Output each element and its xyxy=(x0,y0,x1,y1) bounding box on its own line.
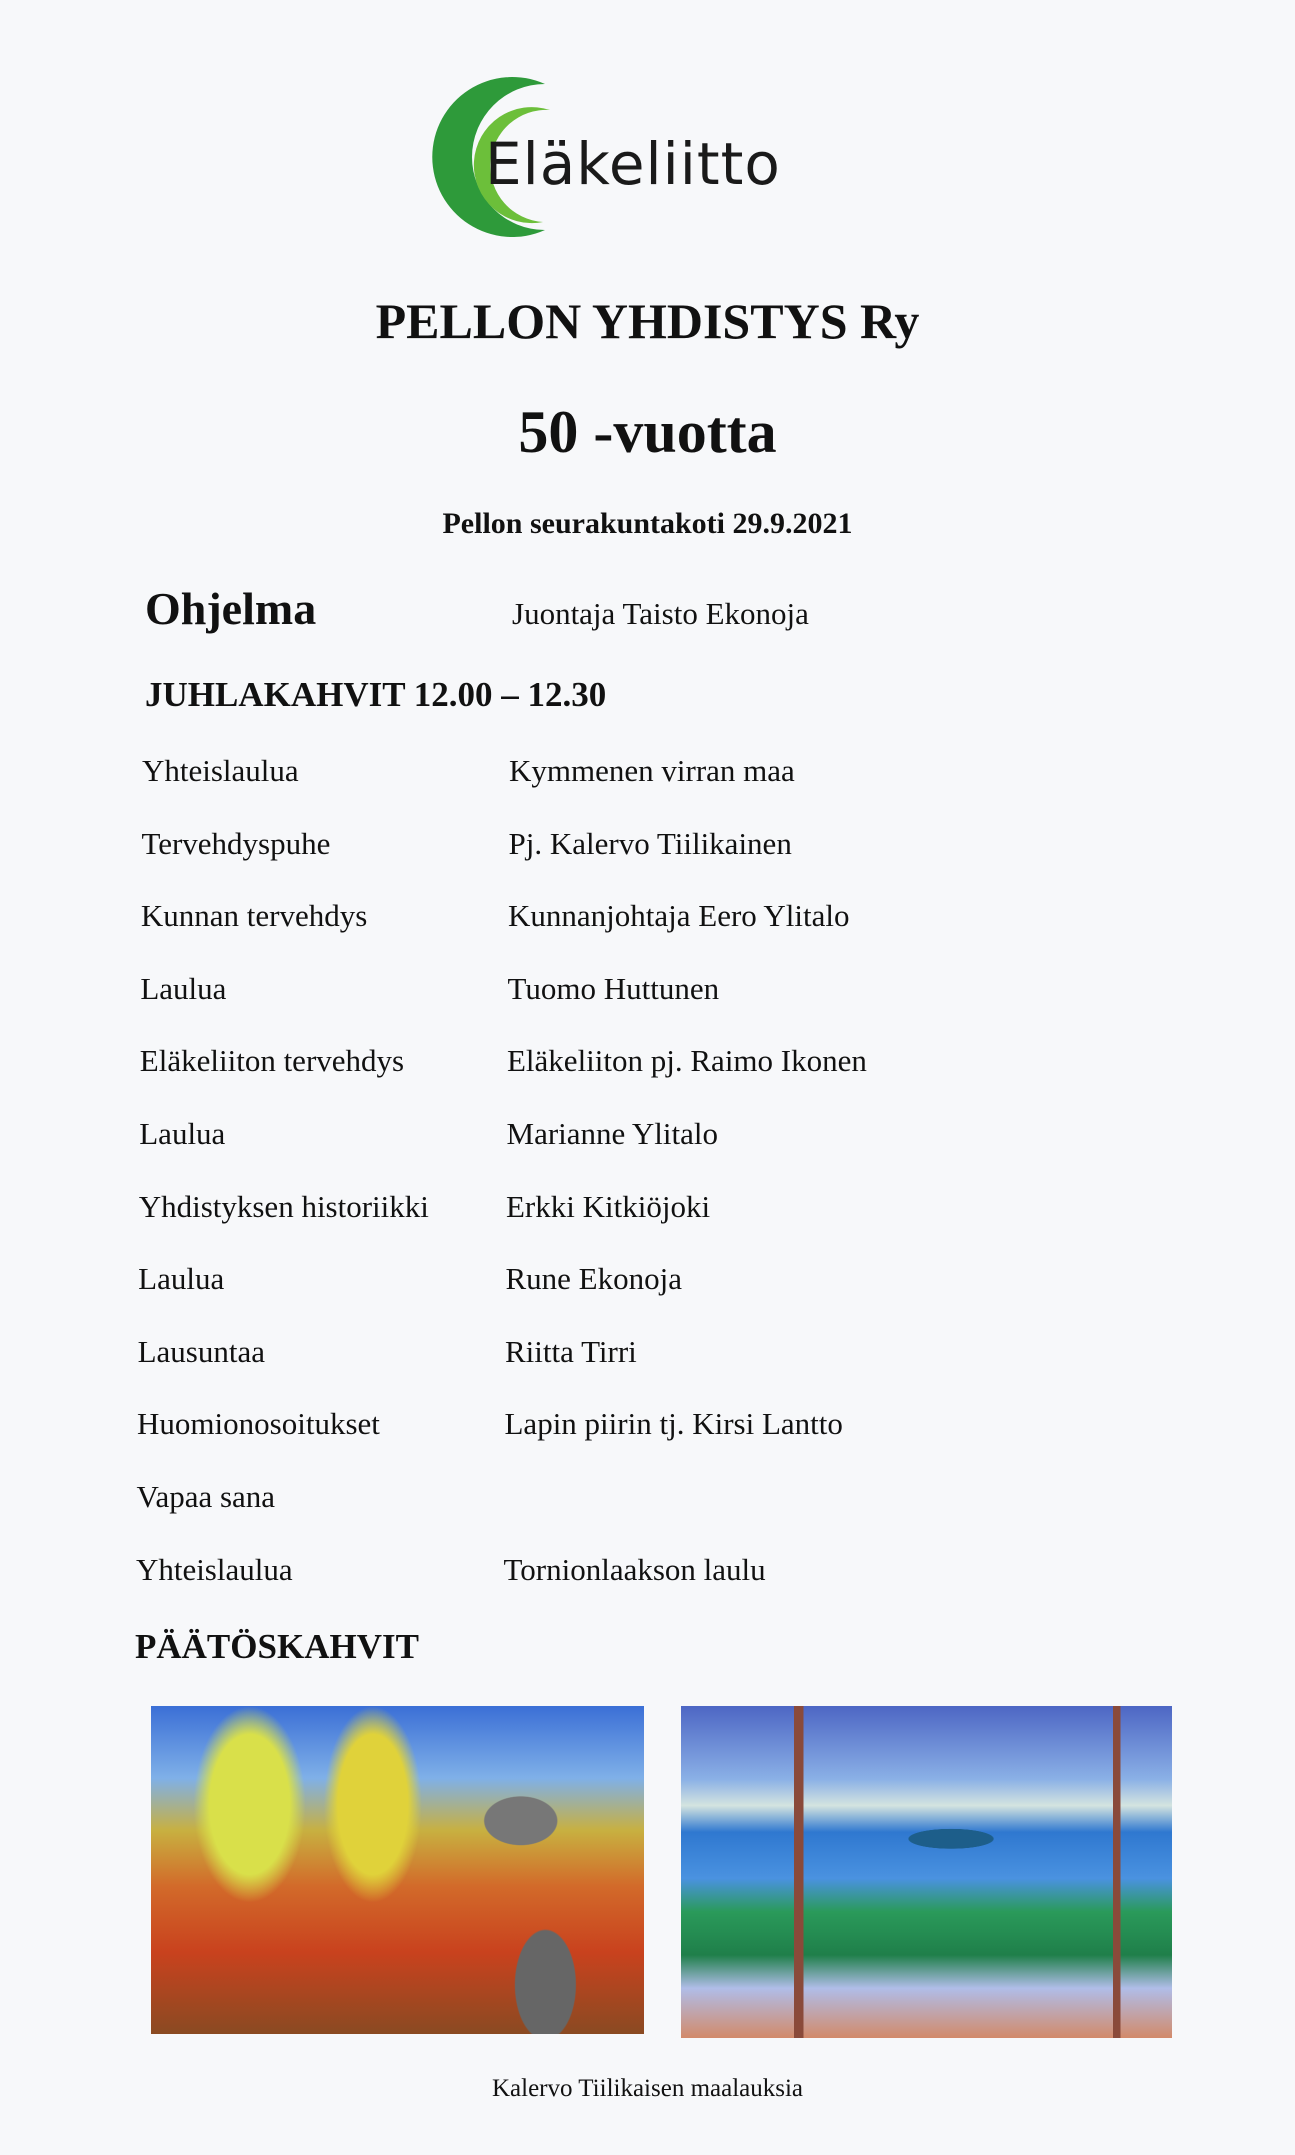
program-item xyxy=(0,898,1295,942)
program-heading: Ohjelma xyxy=(145,583,317,634)
program-item xyxy=(0,1406,1295,1450)
program-item-performer: Kymmenen virran maa xyxy=(509,753,795,788)
program-item-title: Yhteislaulua xyxy=(142,753,299,788)
page-title: PELLON YHDISTYS Ry xyxy=(375,293,920,349)
program-item xyxy=(0,1116,1295,1160)
program-item xyxy=(0,1043,1295,1087)
program-item-title: Lausuntaa xyxy=(137,1333,265,1369)
program-item-performer: Tuomo Huttunen xyxy=(507,970,720,1006)
program-item-title: Kunnan tervehdys xyxy=(140,898,368,934)
paintings-caption: Kalervo Tiilikaisen maalauksia xyxy=(491,2075,804,2102)
program-item-title: Tervehdyspuhe xyxy=(141,825,331,861)
program-item-title: Laulua xyxy=(139,1116,226,1151)
program-item xyxy=(0,1552,1295,1596)
anniversary-heading: 50 -vuotta xyxy=(518,399,777,465)
program-item-performer: Eläkeliiton pj. Raimo Ikonen xyxy=(507,1043,867,1079)
program-host: Juontaja Taisto Ekonoja xyxy=(512,596,809,631)
program-item-title: Laulua xyxy=(138,1261,225,1297)
painting-autumn-landscape xyxy=(151,1706,644,2034)
elakeliitto-logo xyxy=(415,72,795,242)
venue-date: Pellon seurakuntakoti 29.9.2021 xyxy=(442,507,853,540)
program-item xyxy=(0,1261,1295,1305)
program-item-performer: Kunnanjohtaja Eero Ylitalo xyxy=(508,898,850,934)
opening-coffee: JUHLAKAHVIT 12.00 – 12.30 xyxy=(145,675,607,714)
program-item-title: Laulua xyxy=(140,970,227,1006)
closing-coffee: PÄÄTÖSKAHVIT xyxy=(135,1627,419,1666)
logo-text: Eläkeliitto xyxy=(485,130,781,198)
painting-lake-view xyxy=(681,1706,1172,2038)
program-item-performer: Lapin piirin tj. Kirsi Lantto xyxy=(504,1406,843,1442)
program-item-title: Eläkeliiton tervehdys xyxy=(139,1043,405,1079)
program-item xyxy=(0,1189,1295,1233)
program-item-performer: Rune Ekonoja xyxy=(505,1261,682,1297)
program-item xyxy=(0,971,1295,1015)
program-item-performer: Tornionlaakson laulu xyxy=(503,1551,766,1587)
program-item-performer: Erkki Kitkiöjoki xyxy=(506,1188,711,1224)
program-item-performer: Marianne Ylitalo xyxy=(506,1116,718,1151)
program-item-title: Yhteislaulua xyxy=(135,1551,293,1587)
program-item xyxy=(0,753,1295,797)
program-item xyxy=(0,1479,1295,1523)
program-item xyxy=(0,826,1295,870)
program-item-performer: Riitta Tirri xyxy=(505,1333,637,1369)
program-item xyxy=(0,1334,1295,1378)
program-item-performer: Pj. Kalervo Tiilikainen xyxy=(508,825,792,861)
program-item-title: Huomionosoitukset xyxy=(137,1406,380,1442)
program-item-title: Vapaa sana xyxy=(136,1479,276,1514)
program-item-title: Yhdistyksen historiikki xyxy=(138,1188,429,1224)
